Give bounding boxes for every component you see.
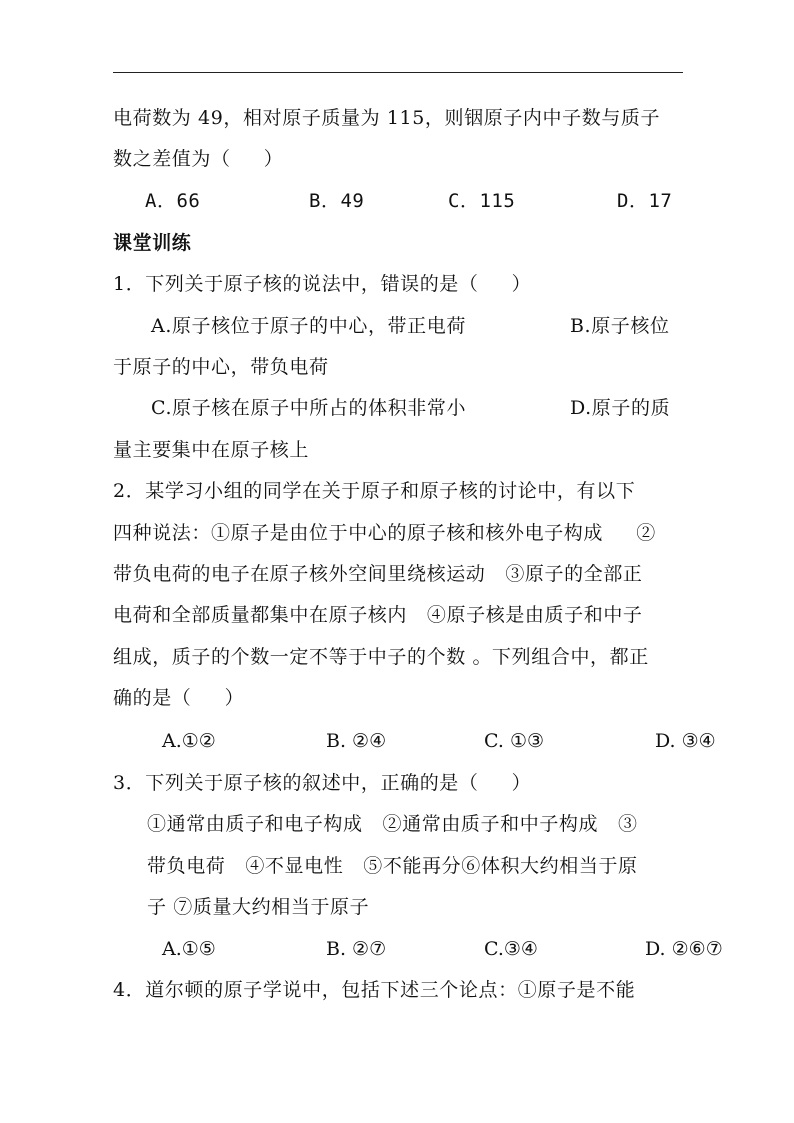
- q2-line-2: 四种说法：①原子是由位于中心的原子核和核外电子构成 ②: [113, 522, 656, 544]
- q2-option-b: B. ②④: [326, 730, 387, 752]
- intro-line-2: 数之差值为（ ）: [113, 148, 284, 170]
- q1-option-c: C.原子核在原子中所占的体积非常小: [151, 397, 467, 419]
- q3-line-2: 带负电荷 ④不显电性 ⑤不能再分⑥体积大约相当于原: [147, 855, 638, 877]
- q2-line-1: 2．某学习小组的同学在关于原子和原子核的讨论中，有以下: [113, 480, 636, 502]
- q2-line-6: 确的是（ ）: [113, 687, 245, 709]
- header-rule: [113, 72, 683, 73]
- q2-line-3: 带负电荷的电子在原子核外空间里绕核运动 ③原子的全部正: [113, 563, 643, 585]
- q2-line-4: 电荷和全部质量都集中在原子核内 ④原子核是由质子和中子: [113, 604, 643, 626]
- q2-option-a: A.①②: [162, 730, 216, 752]
- q1-option-b: B.原子核位: [570, 315, 670, 337]
- q3-option-a: A.①⑤: [162, 938, 216, 960]
- q3-line-3: 子 ⑦质量大约相当于原子: [147, 896, 370, 918]
- q1-option-b-cont: 于原子的中心，带负电荷: [113, 356, 329, 378]
- intro-option-a: A．66: [145, 190, 201, 212]
- q2-option-c: C. ①③: [484, 730, 545, 752]
- section-title: 课堂训练: [113, 232, 192, 254]
- intro-line-1: 电荷数为 49，相对原子质量为 115，则铟原子内中子数与质子: [113, 107, 661, 129]
- q1-option-d: D.原子的质: [570, 397, 671, 419]
- q2-option-d: D. ③④: [655, 730, 716, 752]
- q3-option-d: D. ②⑥⑦: [645, 938, 723, 960]
- q3-stem: 3．下列关于原子核的叙述中，正确的是（ ）: [113, 772, 532, 794]
- q3-option-b: B. ②⑦: [326, 938, 387, 960]
- intro-option-c: C．115: [448, 190, 516, 212]
- q2-line-5: 组成，质子的个数一定不等于中子的个数 。下列组合中，都正: [113, 646, 649, 668]
- intro-option-b: B．49: [309, 190, 365, 212]
- q4-stem: 4．道尔顿的原子学说中，包括下述三个论点：①原子是不能: [113, 979, 636, 1001]
- intro-option-d: D．17: [617, 190, 673, 212]
- q1-option-a: A.原子核位于原子的中心，带正电荷: [151, 315, 466, 337]
- q1-option-d-cont: 量主要集中在原子核上: [113, 439, 310, 461]
- q1-stem: 1．下列关于原子核的说法中，错误的是（ ）: [113, 273, 532, 295]
- q3-line-1: ①通常由质子和电子构成 ②通常由质子和中子构成 ③: [147, 813, 638, 835]
- q3-option-c: C.③④: [484, 938, 538, 960]
